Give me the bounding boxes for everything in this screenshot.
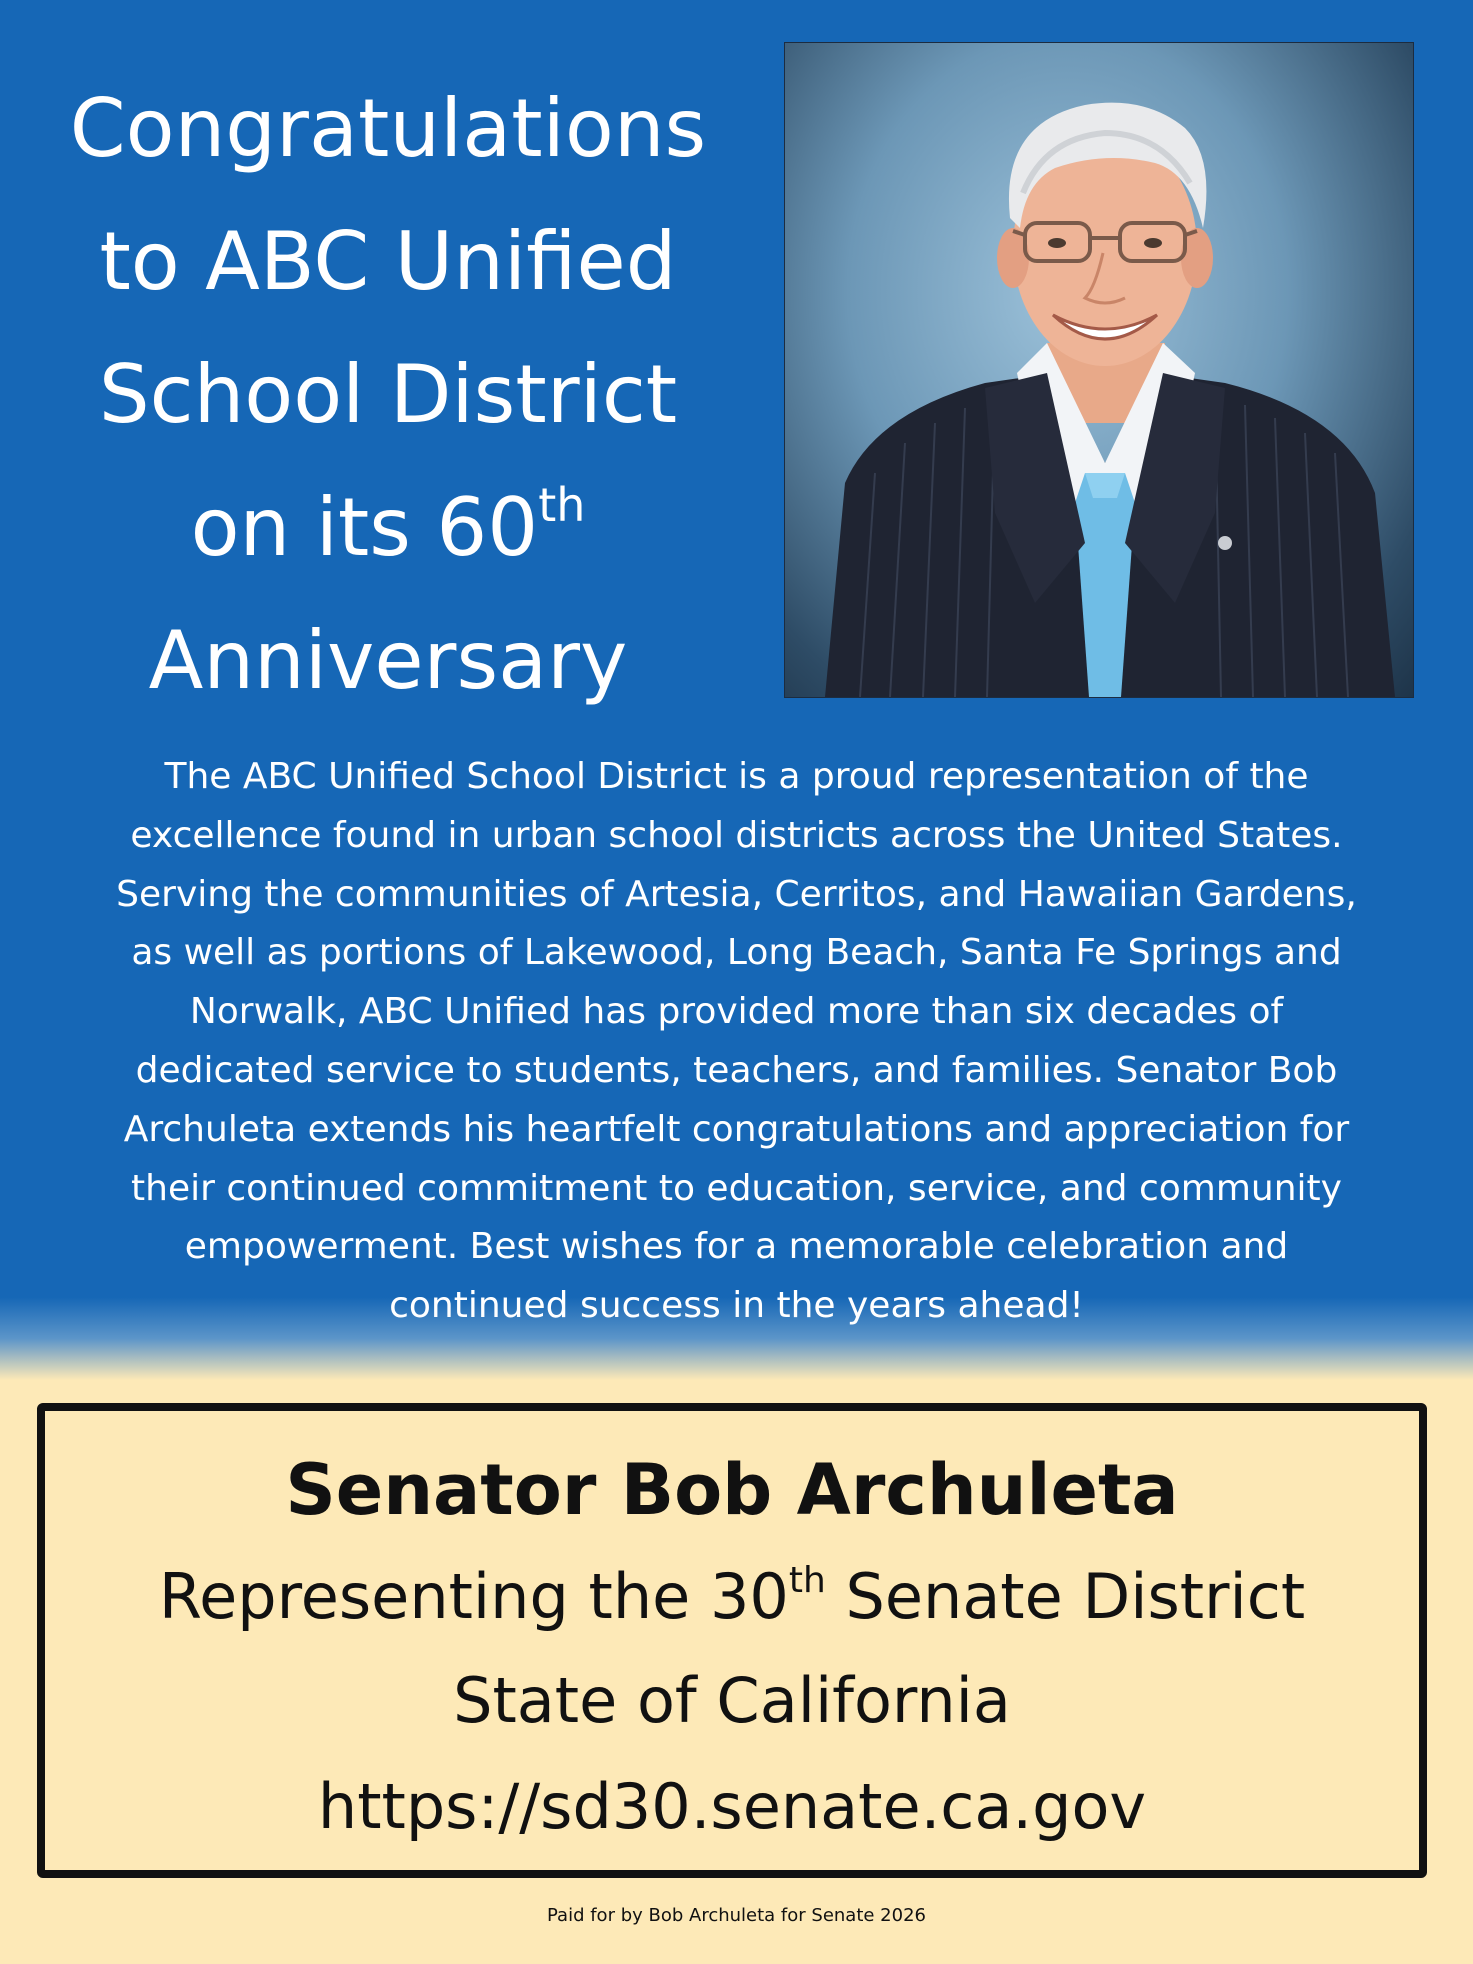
headline-line: School District <box>98 348 678 441</box>
headline-line: to ABC Unified <box>99 215 677 308</box>
state-line: State of California <box>453 1664 1011 1737</box>
message-line: continued success in the years ahead! <box>389 1285 1084 1327</box>
headline-line: Congratulations <box>69 82 707 175</box>
senator-portrait-photo <box>784 42 1414 698</box>
message-line: dedicated service to students, teachers, and families. Senator Bob <box>135 1049 1338 1091</box>
message-line: Norwalk, ABC Unified has provided more than six decades of <box>189 991 1284 1033</box>
message-line: Archuleta extends his heartfelt congratulations and appreciation for <box>123 1108 1350 1150</box>
senate-district-line <box>45 1557 1419 1637</box>
headline-anniv-prefix: on its 60 <box>190 481 539 574</box>
congratulations-message <box>50 748 1423 1336</box>
message-line: The ABC Unified School District is a proud representation of the <box>164 756 1309 797</box>
message-line: Serving the communities of Artesia, Cerritos, and Hawaiian Gardens, <box>116 873 1357 915</box>
message-line: as well as portions of Lakewood, Long Beach, Santa Fe Springs and <box>131 932 1342 974</box>
district-suffix: Senate District <box>825 1560 1306 1633</box>
headline-anniversary-number <box>18 461 758 594</box>
website-url: https://sd30.senate.ca.gov <box>317 1770 1147 1843</box>
paid-for-disclaimer: Paid for by Bob Archuleta for Senate 2026 <box>547 1905 926 1926</box>
senator-info-box <box>37 1403 1427 1878</box>
senator-name: Senator Bob Archuleta <box>285 1449 1179 1531</box>
district-prefix: Representing the 30 <box>158 1560 789 1633</box>
headline-line: Anniversary <box>148 614 628 707</box>
district-ordinal-suffix: th <box>788 1560 826 1601</box>
message-line: excellence found in urban school districts across the United States. <box>130 814 1343 856</box>
congratulations-headline <box>18 62 758 727</box>
headline-ordinal-suffix: th <box>538 478 586 532</box>
message-line: their continued commitment to education, service, and community <box>131 1167 1342 1209</box>
portrait-illustration <box>785 43 1413 697</box>
message-line: empowerment. Best wishes for a memorable celebration and <box>184 1226 1289 1268</box>
